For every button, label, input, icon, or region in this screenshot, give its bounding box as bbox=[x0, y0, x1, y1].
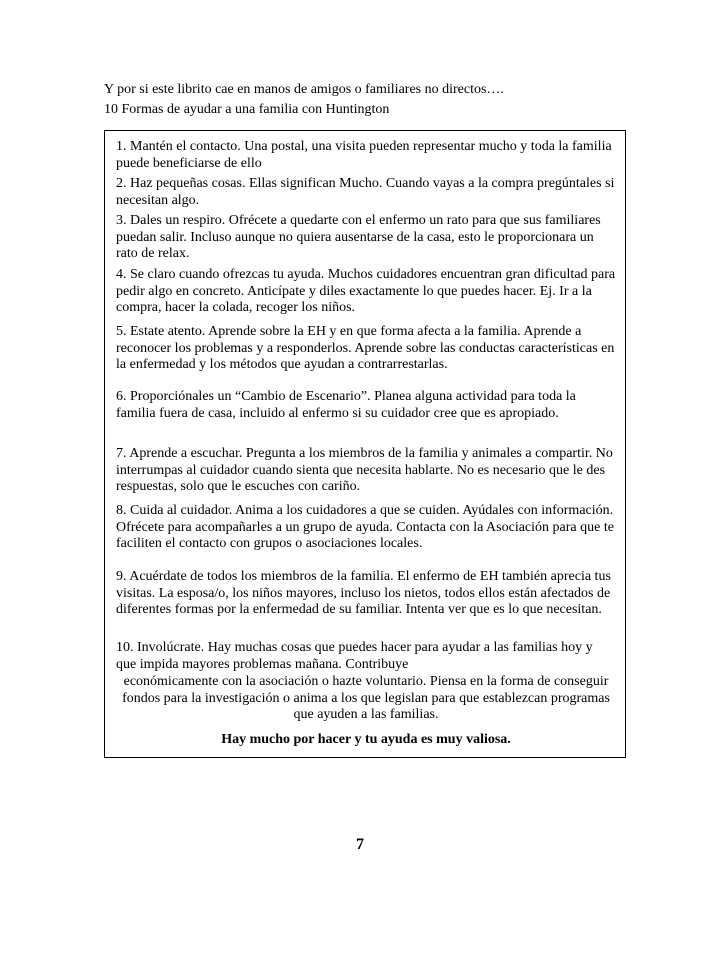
tip-item-10-continued: económicamente con la asociación o hazte voluntario. Piensa en la forma de conseguir fondos para la investigación o anima a los que legislan para que establezcan programas que ayuden a las familias. bbox=[122, 674, 610, 722]
tip-item-2: 2. Haz pequeñas cosas. Ellas significan Mucho. Cuando vayas a la compra pregúntales si necesitan algo. bbox=[116, 176, 615, 208]
tip-item-1: 1. Mantén el contacto. Una postal, una visita pueden representar mucho y toda la familia puede beneficiarse de ello bbox=[116, 139, 612, 171]
tip-item-8: 8. Cuida al cuidador. Anima a los cuidadores a que se cuiden. Ayúdales con información. Ofrécete para acompañarles a un grupo de ayuda. Contacta con la Asociación para que te faciliten el contacto con grupos o asociaciones locales. bbox=[116, 503, 614, 551]
tip-item-10: 10. Involúcrate. Hay muchas cosas que puedes hacer para ayudar a las familias hoy y que impida mayores problemas mañana. Contribuye bbox=[116, 640, 593, 672]
tip-item-4: 4. Se claro cuando ofrezcas tu ayuda. Muchos cuidadores encuentran gran dificultad para pedir algo en concreto. Anticípate y diles exactamente lo que puedes hacer. Ej. Ir a la compra, hacer la colada, recoger los niños. bbox=[116, 267, 616, 315]
tip-item-7: 7. Aprende a escuchar. Pregunta a los miembros de la familia y animales a compartir. No interrumpas al cuidador cuando sienta que necesita hablarte. No es necesario que le des respuestas, solo que le escuches con cariño. bbox=[116, 446, 613, 494]
page-number: 7 bbox=[356, 836, 364, 853]
tip-item-6: 6. Proporciónales un “Cambio de Escenario”. Planea alguna actividad para toda la familia fuera de casa, incluido al enfermo si su cuidador cree que es apropiado. bbox=[116, 389, 576, 421]
tips-box bbox=[104, 130, 626, 758]
closing-statement: Hay mucho por hacer y tu ayuda es muy valiosa. bbox=[221, 732, 511, 747]
tip-item-9: 9. Acuérdate de todos los miembros de la familia. El enfermo de EH también aprecia tus visitas. La esposa/o, los niños mayores, incluso los nietos, todos ellos están afectados de diferentes formas por la enfermedad de su familiar. Intenta ver que es lo que necesitan. bbox=[116, 569, 611, 617]
tip-item-5: 5. Estate atento. Aprende sobre la EH y en que forma afecta a la familia. Aprende a reconocer los problemas y a responderlos. Aprende sobre las conductas características en la enfermedad y los métodos que ayudan a contrarrestarlas. bbox=[116, 324, 615, 372]
tip-item-3: 3. Dales un respiro. Ofrécete a quedarte con el enfermo un rato para que sus familiares puedan salir. Incluso aunque no quiera ausentarse de la casa, esto le proporcionara un rato de relax. bbox=[116, 213, 601, 261]
intro-line: Y por si este librito cae en manos de amigos o familiares no directos…. bbox=[104, 82, 504, 97]
list-heading: 10 Formas de ayudar a una familia con Huntington bbox=[104, 102, 390, 117]
